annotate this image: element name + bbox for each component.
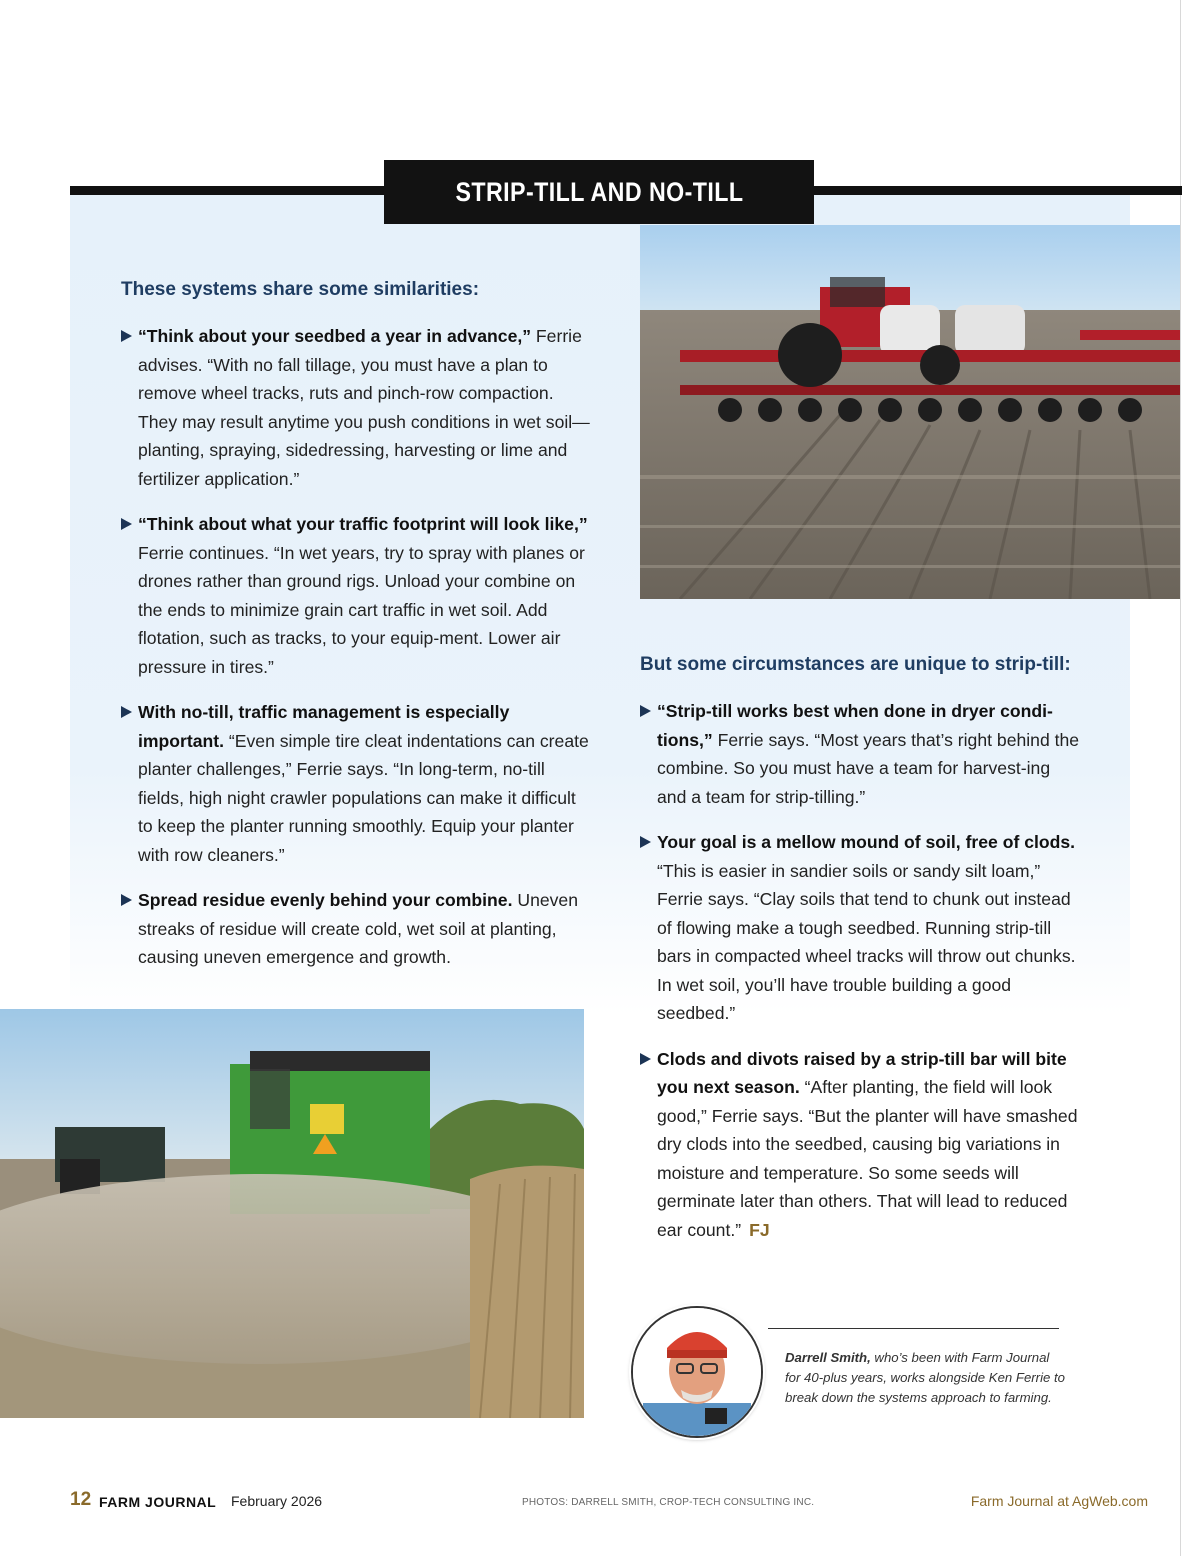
author-bio-text: who’s been with Farm Journal for 40-plus years, works alongside Ken Ferrie to break down the systems approach to farming. [785,1350,1065,1405]
triangle-bullet-icon [121,518,132,530]
section-title-banner [384,160,814,224]
list-item: Clods and divots raised by a strip-till bar will bite you next season. “After planting, the field will look good,” Ferrie says. “But the planter will have smashed dry clods into the seedbed, causing big variations in moisture and temperature. So some seeds will germinate later than others. That will lead to reduced ear count.” FJ [640,1045,1080,1245]
triangle-bullet-icon [640,1053,651,1065]
triangle-bullet-icon [121,706,132,718]
right-subhead: But some circumstances are unique to strip-till: [640,654,1071,675]
title-rule-left [70,186,386,195]
photo-credits: PHOTOS: DARRELL SMITH, CROP-TECH CONSULTING INC. [522,1497,815,1508]
triangle-bullet-icon [640,705,651,717]
list-item: With no-till, traffic management is especially important. “Even simple tire cleat indentations can create planter challenges,” Ferrie says. “In long-term, no-till fields, high night crawler populations can make it difficult to keep the planter running smoothly. Equip your planter with row cleaners.” [121,698,591,869]
section-title: STRIP-TILL AND NO-TILL [454,176,744,207]
author-name: Darrell Smith, [785,1350,871,1365]
right-bullet-list [640,697,1080,1261]
list-item: Your goal is a mellow mound of soil, free of clods. “This is easier in sandier soils or sandy silt loam,” Ferrie says. “Clay soils that tend to chunk out instead of flowing make a tough seedbed. Running strip-till bars in compacted wheel tracks will throw out chunks. In wet soil, you’ll have trouble building a good seedbed.” [640,828,1080,1028]
list-item: Spread residue evenly behind your combine. Uneven streaks of residue will create cold, wet soil at planting, causing uneven emergence and growth. [121,886,591,972]
page-edge-divider [1180,0,1181,1556]
list-item: “Strip-till works best when done in dryer condi-tions,” Ferrie says. “Most years that’s right behind the combine. So you must have a team for harvest-ing and a team for strip-tilling.” [640,697,1080,811]
author-portrait [631,1306,763,1438]
issue-date: February 2026 [231,1493,323,1509]
author-bio [785,1348,1065,1408]
end-mark: FJ [749,1219,770,1240]
bio-divider [768,1328,1059,1329]
list-item: “Think about what your traffic footprint will look like,” Ferrie continues. “In wet years, try to spray with planes or drones rather than ground rigs. Unload your combine on the ends to minimize grain cart traffic in wet soil. Add flotation, such as tracks, to your equip-ment. Lower air pressure in tires.” [121,510,591,681]
triangle-bullet-icon [121,894,132,906]
title-rule-right [812,186,1182,195]
list-item: “Think about your seedbed a year in advance,” Ferrie advises. “With no fall tillage, you must have a plan to remove wheel tracks, ruts and pinch-row compaction. They may result anytime you push conditions in wet soil—planting, spraying, sidedressing, harvesting or lime and fertilizer application.” [121,322,591,493]
triangle-bullet-icon [640,836,651,848]
magazine-name: FARM JOURNAL [99,1494,217,1510]
page-number: 12 [70,1489,92,1510]
planter-photo [640,225,1180,599]
combine-photo [0,1009,584,1418]
left-bullet-list [121,322,591,989]
website-line: Farm Journal at AgWeb.com [970,1493,1148,1509]
triangle-bullet-icon [121,330,132,342]
left-subhead: These systems share some similarities: [121,279,480,300]
